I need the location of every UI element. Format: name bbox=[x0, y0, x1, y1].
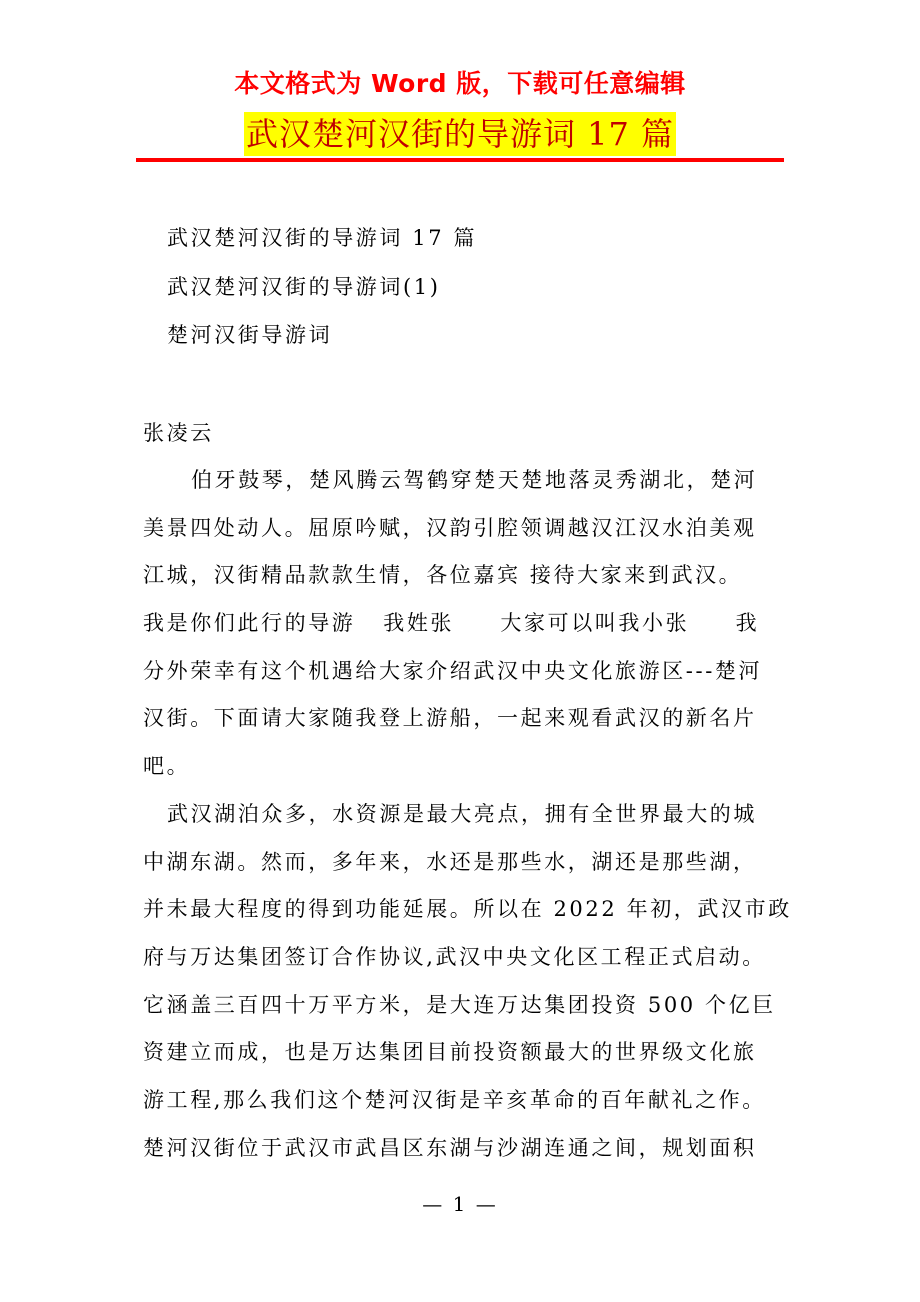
red-divider bbox=[136, 158, 784, 162]
paragraph-line: 吧。 bbox=[143, 754, 191, 778]
paragraph-line: 游工程,那么我们这个楚河汉街是辛亥革命的百年献礼之作。 bbox=[143, 1088, 766, 1112]
toc-line: 武汉楚河汉街的导游词(1) bbox=[167, 275, 441, 299]
paragraph-line: 它涵盖三百四十万平方米，是大连万达集团投资 500 个亿巨 bbox=[143, 993, 776, 1017]
paragraph-line: 并未最大程度的得到功能延展。所以在 2022 年初，武汉市政 bbox=[143, 897, 792, 921]
page-number: — 1 — bbox=[422, 1192, 498, 1216]
author-name: 张凌云 bbox=[143, 421, 214, 445]
paragraph-line: 楚河汉街位于武汉市武昌区东湖与沙湖连通之间，规划面积 bbox=[143, 1136, 757, 1160]
paragraph-line: 分外荣幸有这个机遇给大家介绍武汉中央文化旅游区---楚河 bbox=[143, 659, 763, 683]
paragraph-line: 江城，汉街精品款款生情，各位嘉宾 接待大家来到武汉。 bbox=[143, 563, 743, 587]
paragraph-line: 伯牙鼓琴，楚风腾云驾鹤穿楚天楚地落灵秀湖北，楚河 bbox=[191, 468, 758, 492]
paragraph-line: 我是你们此行的导游 我姓张 大家可以叫我小张 我 bbox=[143, 611, 760, 635]
paragraph-line: 中湖东湖。然而，多年来，水还是那些水，湖还是那些湖， bbox=[143, 850, 757, 874]
toc-line: 楚河汉街导游词 bbox=[167, 323, 333, 347]
paragraph-line: 武汉湖泊众多，水资源是最大亮点，拥有全世界最大的城 bbox=[167, 802, 757, 826]
toc-line: 武汉楚河汉街的导游词 17 篇 bbox=[167, 226, 478, 250]
paragraph-line: 汉街。下面请大家随我登上游船，一起来观看武汉的新名片 bbox=[143, 706, 757, 730]
word-format-notice: 本文格式为 Word 版，下载可任意编辑 bbox=[234, 69, 686, 98]
document-title: 武汉楚河汉街的导游词 17 篇 bbox=[244, 112, 676, 156]
title-banner bbox=[0, 112, 920, 156]
paragraph-line: 美景四处动人。屈原吟赋，汉韵引腔领调越汉江汉水泊美观 bbox=[143, 516, 757, 540]
paragraph-line: 资建立而成，也是万达集团目前投资额最大的世界级文化旅 bbox=[143, 1040, 757, 1064]
paragraph-line: 府与万达集团签订合作协议,武汉中央文化区工程正式启动。 bbox=[143, 945, 766, 969]
